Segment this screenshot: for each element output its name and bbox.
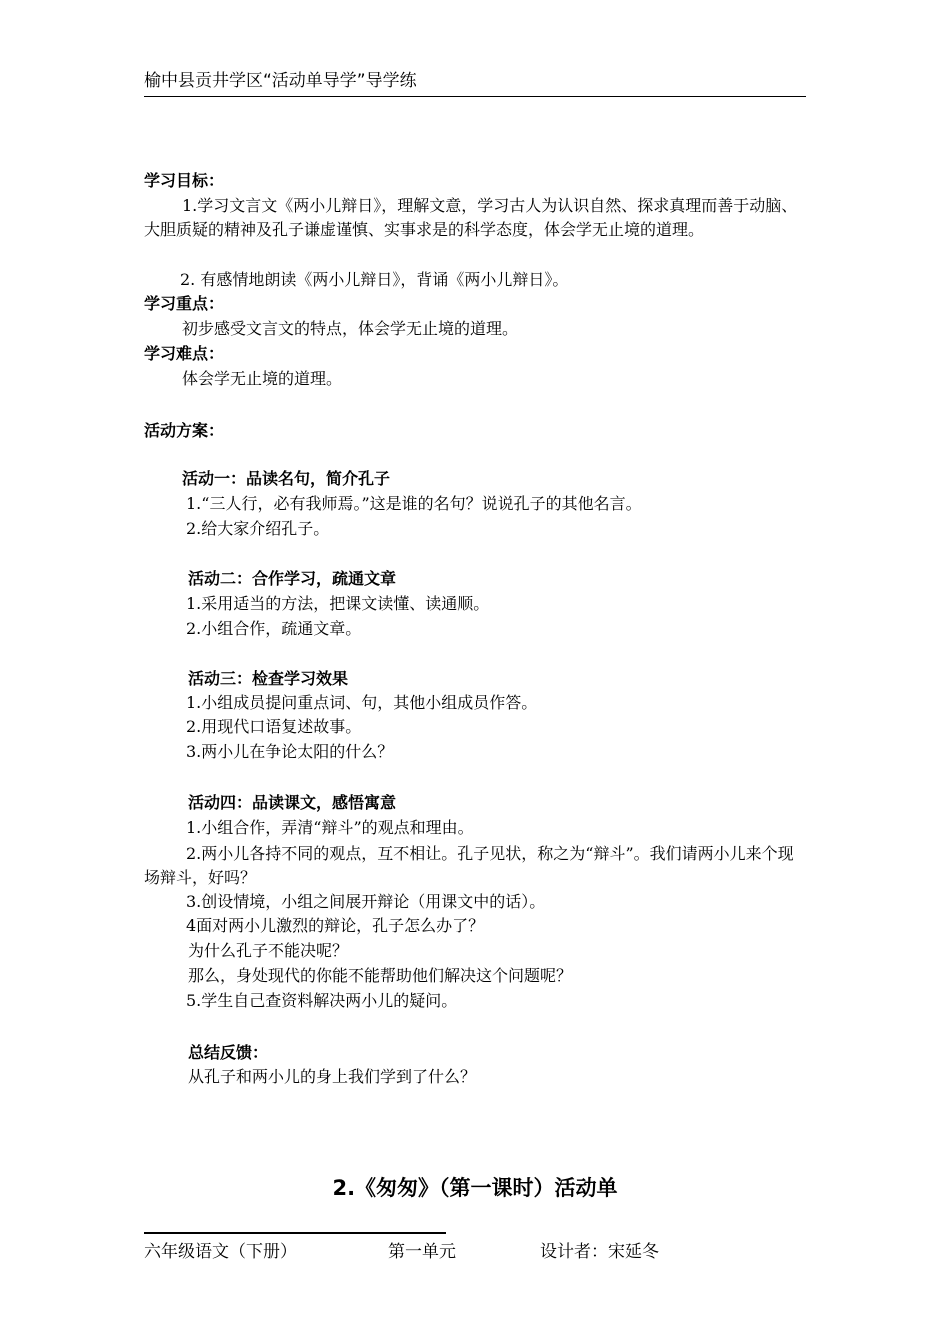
activity2-title: 活动二：合作学习，疏通文章 [188,569,397,588]
activity4-item-6: 那么，身处现代的你能不能帮助他们解决这个问题呢？ [188,966,573,985]
key-points-heading: 学习重点： [144,294,225,313]
activity1-title: 活动一：品读名句，简介孔子 [182,469,391,488]
footer-grade: 六年级语文（下册） [144,1242,297,1262]
activity3-item-1: 1.小组成员提问重点词、句，其他小组成员作答。 [186,693,538,712]
difficulties-heading: 学习难点： [144,344,225,363]
activity4-item-4: 4面对两小儿激烈的辩论，孔子怎么办了？ [186,916,485,935]
plan-heading: 活动方案： [144,421,225,440]
activity3-item-2: 2.用现代口语复述故事。 [186,717,362,736]
activity3-item-3: 3.两小儿在争论太阳的什么？ [186,742,394,761]
activity4-item-5: 为什么孔子不能决呢？ [188,941,349,960]
activity4-item-2: 2.两小儿各持不同的观点，互不相让。孔子见状，称之为“辩斗”。我们请两小儿来个现场辩斗，好吗？ [144,844,794,887]
summary-title: 总结反馈： [188,1043,269,1062]
objective-item-2: 2. 有感情地朗读《两小儿辩日》，背诵《两小儿辩日》。 [180,270,569,289]
key-points-text: 初步感受文言文的特点，体会学无止境的道理。 [182,319,519,338]
activity2-item-2: 2.小组合作，疏通文章。 [186,619,362,638]
summary-text: 从孔子和两小儿的身上我们学到了什么？ [188,1067,477,1086]
activity4-item-3: 3.创设情境，小组之间展开辩论（用课文中的话）。 [186,892,546,911]
footer-rule [144,1232,446,1234]
activity3-title: 活动三：检查学习效果 [188,669,349,688]
footer-designer: 设计者：宋延冬 [540,1242,659,1262]
activity2-item-1: 1.采用适当的方法，把课文读懂、读通顺。 [186,594,490,613]
objective-item-1: 1.学习文言文《两小儿辩日》，理解文意，学习古人为认识自然、探求真理而善于动脑、大胆质疑的精神及孔子谦虚谨慎、实事求是的科学态度，体会学无止境的道理。 [144,196,798,239]
objectives-heading: 学习目标： [144,171,225,190]
activity4-title: 活动四：品读课文，感悟寓意 [188,793,397,812]
activity4-item-1: 1.小组合作，弄清“辩斗”的观点和理由。 [186,818,474,837]
footer-unit: 第一单元 [388,1242,456,1262]
activity1-item-1: 1.“三人行，必有我师焉。”这是谁的名句？说说孔子的其他名言。 [186,494,642,513]
activity1-item-2: 2.给大家介绍孔子。 [186,519,330,538]
activity4-item-7: 5.学生自己查资料解决两小儿的疑问。 [186,991,458,1010]
difficulties-text: 体会学无止境的道理。 [182,369,343,388]
page-header: 榆中县贡井学区“活动单导学”导学练 [144,70,806,97]
next-lesson-title: 2.《匆匆》（第一课时）活动单 [332,1176,618,1200]
